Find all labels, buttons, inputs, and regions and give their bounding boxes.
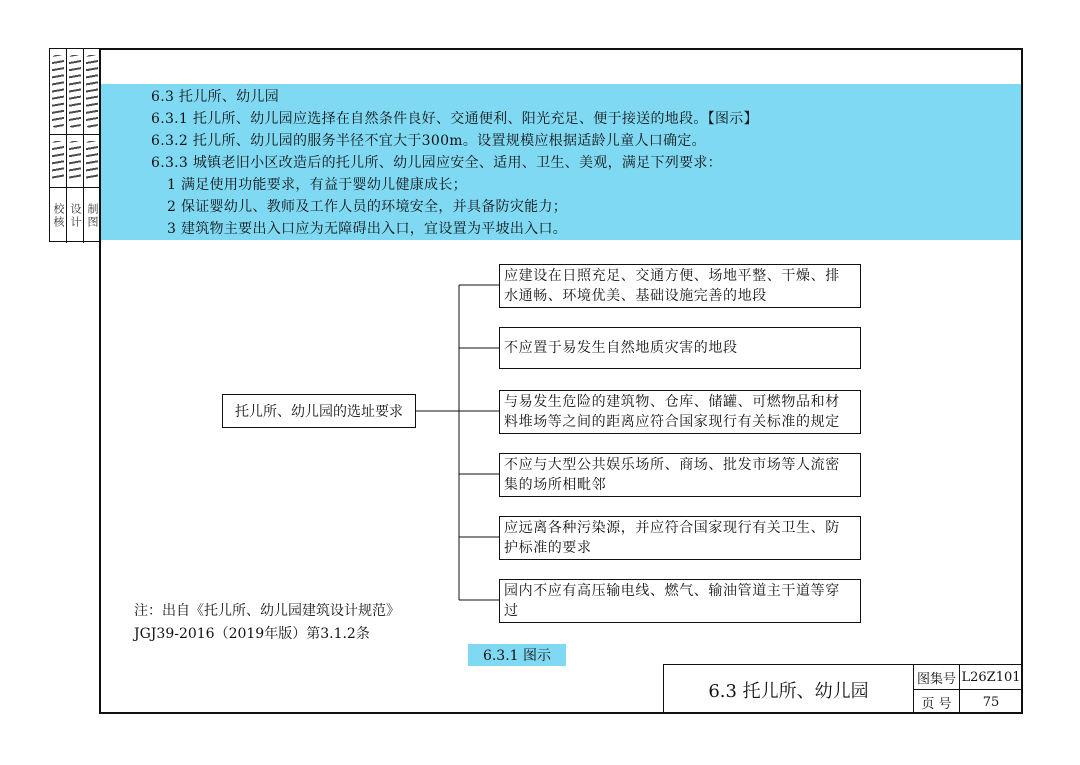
role-label-draw: 制图 xyxy=(86,202,99,229)
source-note-line-2: JGJ39-2016（2019年版）第3.1.2条 xyxy=(134,626,370,642)
clause-6-3-1: 6.3.1 托儿所、幼儿园应选择在自然条件良好、交通便利、阳光充足、便于接送的地段。【图示】 xyxy=(151,111,758,127)
page-number-value: 75 xyxy=(982,694,1000,710)
section-heading: 6.3 托儿所、幼儿园 xyxy=(151,89,280,105)
atlas-number-label: 图集号 xyxy=(914,665,960,690)
atlas-number-value: L26Z101 xyxy=(960,665,1022,690)
figure-caption: 6.3.1 图示 xyxy=(468,644,566,666)
role-label-design: 设计 xyxy=(69,202,82,229)
title-block-title: 6.3 托儿所、幼儿园 xyxy=(664,665,914,714)
clause-6-3-2: 6.3.2 托儿所、幼儿园的服务半径不宜大于300m。设置规模应根据适龄儿童人口确定。 xyxy=(151,133,706,149)
page-number-label: 页 号 xyxy=(914,690,960,714)
diagram-leaf-node: 不应置于易发生自然地质灾害的地段 xyxy=(499,327,861,369)
diagram-leaf-node: 不应与大型公共娱乐场所、商场、批发市场等人流密集的场所相毗邻 xyxy=(499,453,861,497)
diagram-root-node: 托儿所、幼儿园的选址要求 xyxy=(222,394,416,428)
clause-6-3-3: 6.3.3 城镇老旧小区改造后的托儿所、幼儿园应安全、适用、卫生、美观，满足下列要求： xyxy=(151,155,722,171)
clause-item-3: 3 建筑物主要出入口应为无障碍出入口，宜设置为平坡出入口。 xyxy=(167,221,568,237)
role-label-check: 校核 xyxy=(52,202,65,229)
clause-item-1: 1 满足使用功能要求，有益于婴幼儿健康成长； xyxy=(167,177,467,193)
title-block xyxy=(663,664,1023,714)
diagram-leaf-node: 园内不应有高压输电线、燃气、输油管道主干道等穿过 xyxy=(499,579,861,623)
diagram-leaf-node: 应远离各种污染源，并应符合国家现行有关卫生、防护标准的要求 xyxy=(499,516,861,560)
diagram-leaf-node: 应建设在日照充足、交通方便、场地平整、干燥、排水通畅、环境优美、基础设施完善的地段 xyxy=(499,264,861,308)
clause-item-2: 2 保证婴幼儿、教师及工作人员的环境安全，并具备防灾能力； xyxy=(167,199,568,215)
source-note-line-1: 注：出自《托儿所、幼儿园建筑设计规范》 xyxy=(134,603,400,619)
diagram-leaf-node: 与易发生危险的建筑物、仓库、储罐、可燃物品和材料堆场等之间的距离应符合国家现行有关标准的规定 xyxy=(499,390,861,434)
